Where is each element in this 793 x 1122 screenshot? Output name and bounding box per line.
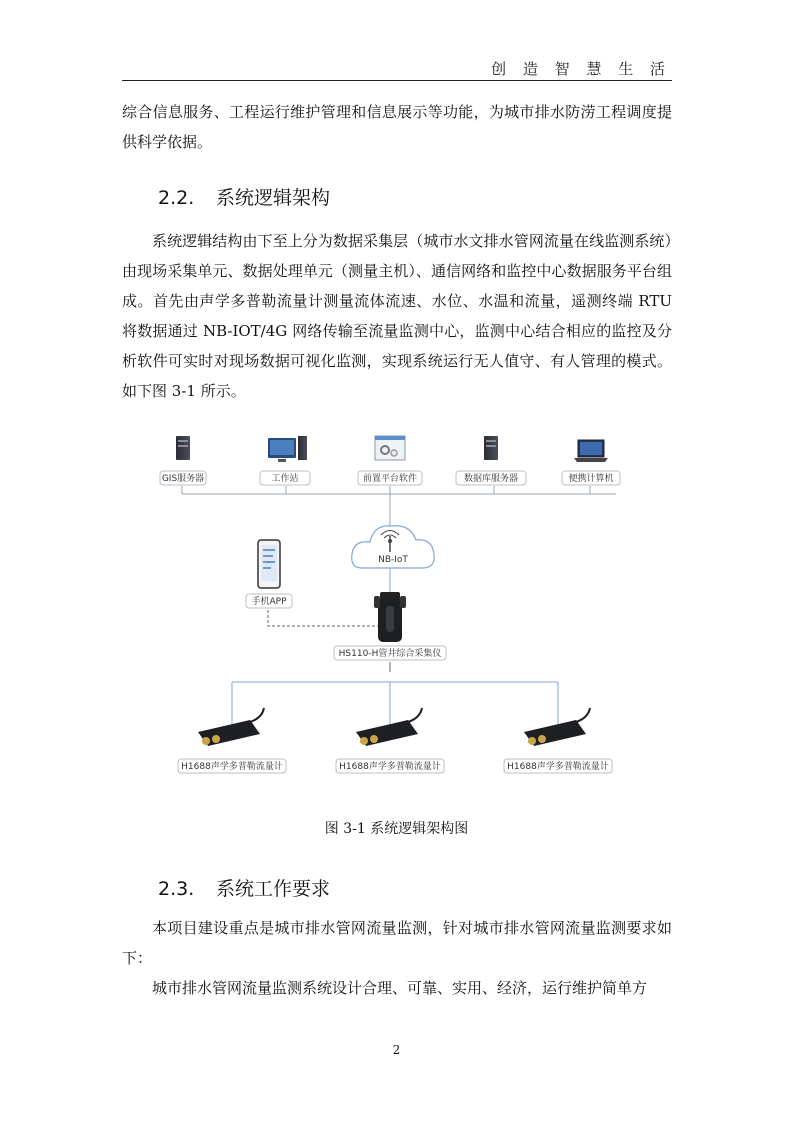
figure-caption: 图 3-1 系统逻辑架构图 [324,821,469,837]
intro-paragraph: 综合信息服务、工程运行维护管理和信息展示等功能，为城市排水防涝工程调度提供科学依据。 [122,103,672,151]
mobile-phone-icon [258,540,280,588]
header-slogan: 创 造 智 慧 生 活 [491,60,671,78]
page-number: 2 [392,1043,401,1057]
flowmeter-2-icon [356,708,422,746]
gis-server-icon [176,436,190,460]
flowmeter-2-label: H1688声学多普勒流量计 [339,762,441,772]
section-heading-2-3 [158,874,330,901]
section-title: 系统工作要求 [216,878,331,900]
gis-server-label: GIS服务器 [161,474,205,484]
section-title: 系统逻辑架构 [216,187,331,209]
section-2-3-body-2: 城市排水管网流量监测系统设计合理、可靠、实用、经济，运行维护简单方 [152,979,648,997]
database-server-label: 数据库服务器 [463,474,519,484]
section-2-3-body-1: 本项目建设重点是城市排水管网流量监测，针对城市排水管网流量监测要求如下： [122,919,672,967]
workstation-icon [268,436,307,462]
database-server-icon [484,436,498,460]
software-window-icon [375,436,405,460]
section-heading-2-2 [158,183,330,210]
collector-label: HS110-H管井综合采集仪 [338,649,442,659]
flowmeter-3-label: H1688声学多普勒流量计 [507,762,609,772]
front-platform-software-label: 前置平台软件 [362,474,418,484]
laptop-icon [574,440,608,462]
laptop-label: 便携计算机 [568,474,614,484]
section-number: 2.3. [158,878,195,900]
workstation-label: 工作站 [271,474,299,484]
flowmeter-1-icon [198,708,264,746]
phone-app-label: 手机APP [251,597,287,607]
section-2-2-body: 系统逻辑结构由下至上分为数据采集层（城市水文排水管网流量在线监测系统）由现场采集单元、数据处理单元（测量主机）、通信网络和监控中心数据服务平台组成。首先由声学多普勒流量计测量流体流速、水位、水温和流量，遥测终端 RTU 将数据通过 NB-IOT/4G 网络传输至流量监测中心，监测中心结合相应的监控及分析软件可实时对现场数据可视化监测，实现系统运行无人值守、有人管理的模式。如下图 3-1 所示。 [122,232,672,400]
section-number: 2.2. [158,187,195,209]
header-rule [122,80,672,81]
flowmeter-3-icon [524,708,590,746]
cloud-label: NB-IoT [378,555,408,565]
flowmeter-1-label: H1688声学多普勒流量计 [181,762,283,772]
collector-device-icon [374,592,406,642]
system-architecture-diagram [150,428,640,780]
